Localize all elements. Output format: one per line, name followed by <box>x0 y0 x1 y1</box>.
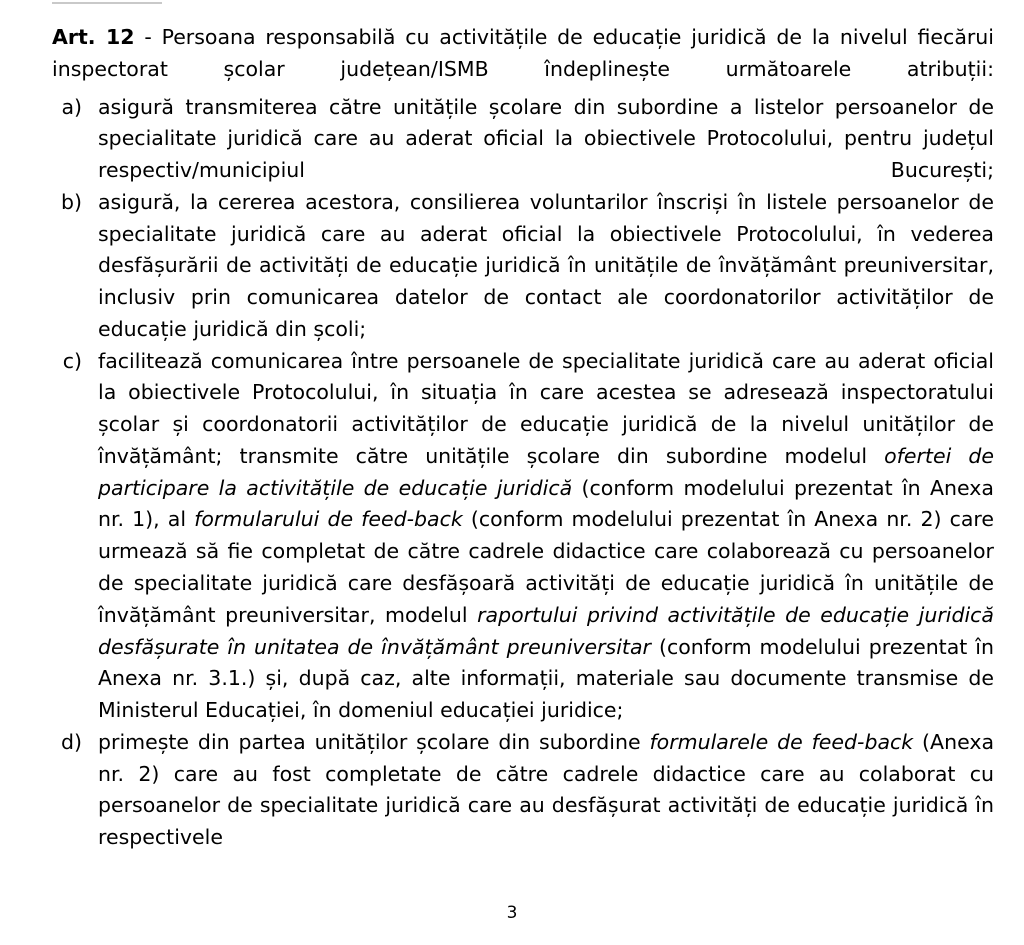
list-item-marker: d) <box>60 729 82 754</box>
list-item-text: primește din partea unităților școlare din subordine formularele de feed-back (Anexa nr. 2) care au fost completate de către cadrele didactice care au colaborat cu persoanelor de specialitate juridică care au desfășurat activități de educație juridică în respectivele <box>98 729 995 850</box>
list-item-text: asigură, la cererea acestora, consilierea voluntarilor înscriși în listele persoanelor de specialitate juridică care au aderat oficial la obiectivele Protocolului, în vederea desfășurării de activități de educație juridică în unitățile de învățământ preuniversitar, inclusiv prin comunicarea datelor de contact ale coordonatorilor activităților de educație juridică din școli; <box>98 189 994 341</box>
article-label: Art. 12 <box>52 25 135 49</box>
list-item-marker: b) <box>60 189 82 214</box>
page-top-rule <box>52 2 162 4</box>
list-item <box>52 346 994 727</box>
attributions-list <box>52 92 994 854</box>
list-item-text: facilitează comunicarea între persoanele de specialitate juridică care au aderat oficial la obiectivele Protocolului, în situația în care acestea se adresează inspectoratului școlar și coordonatorii activităților de educație juridică de la nivelul unităților de învățământ; transmite către unitățile școlare din subordine modelul ofertei de participare la activitățile de educație juridică (conform modelului prezentat în Anexa nr. 1), al formularului de feed-back (conform modelului prezentat în Anexa nr. 2) care urmează să fie completat de către cadrele didactice care colaborează cu persoanelor de specialitate juridică care desfășoară activități de educație juridică în unitățile de învățământ preuniversitar, modelul raportului privind activitățile de educație juridică desfășurate în unitatea de învățământ preuniversitar (conform modelului prezentat în Anexa nr. 3.1.) și, după caz, alte informații, materiale sau documente transmise de Ministerul Educației, în domeniul educației juridice; <box>98 348 995 723</box>
article-dash: - <box>134 25 162 49</box>
list-item <box>52 727 994 854</box>
article-text: Persoana responsabilă cu activitățile de educație juridică de la nivelul fiecărui inspectorat școlar județean/ISMB îndeplinește următoarele atribuții: <box>52 25 994 81</box>
article-paragraph <box>52 22 994 86</box>
list-item-text: asigură transmiterea către unitățile școlare din subordine a listelor persoanelor de specialitate juridică care au aderat oficial la obiectivele Protocolului, pentru județul respectiv/municipiul București; <box>98 94 994 183</box>
list-item-marker: a) <box>61 94 82 119</box>
page-number: 3 <box>506 903 518 923</box>
list-item <box>52 92 994 187</box>
list-item <box>52 187 994 346</box>
list-item-marker: c) <box>62 348 82 373</box>
